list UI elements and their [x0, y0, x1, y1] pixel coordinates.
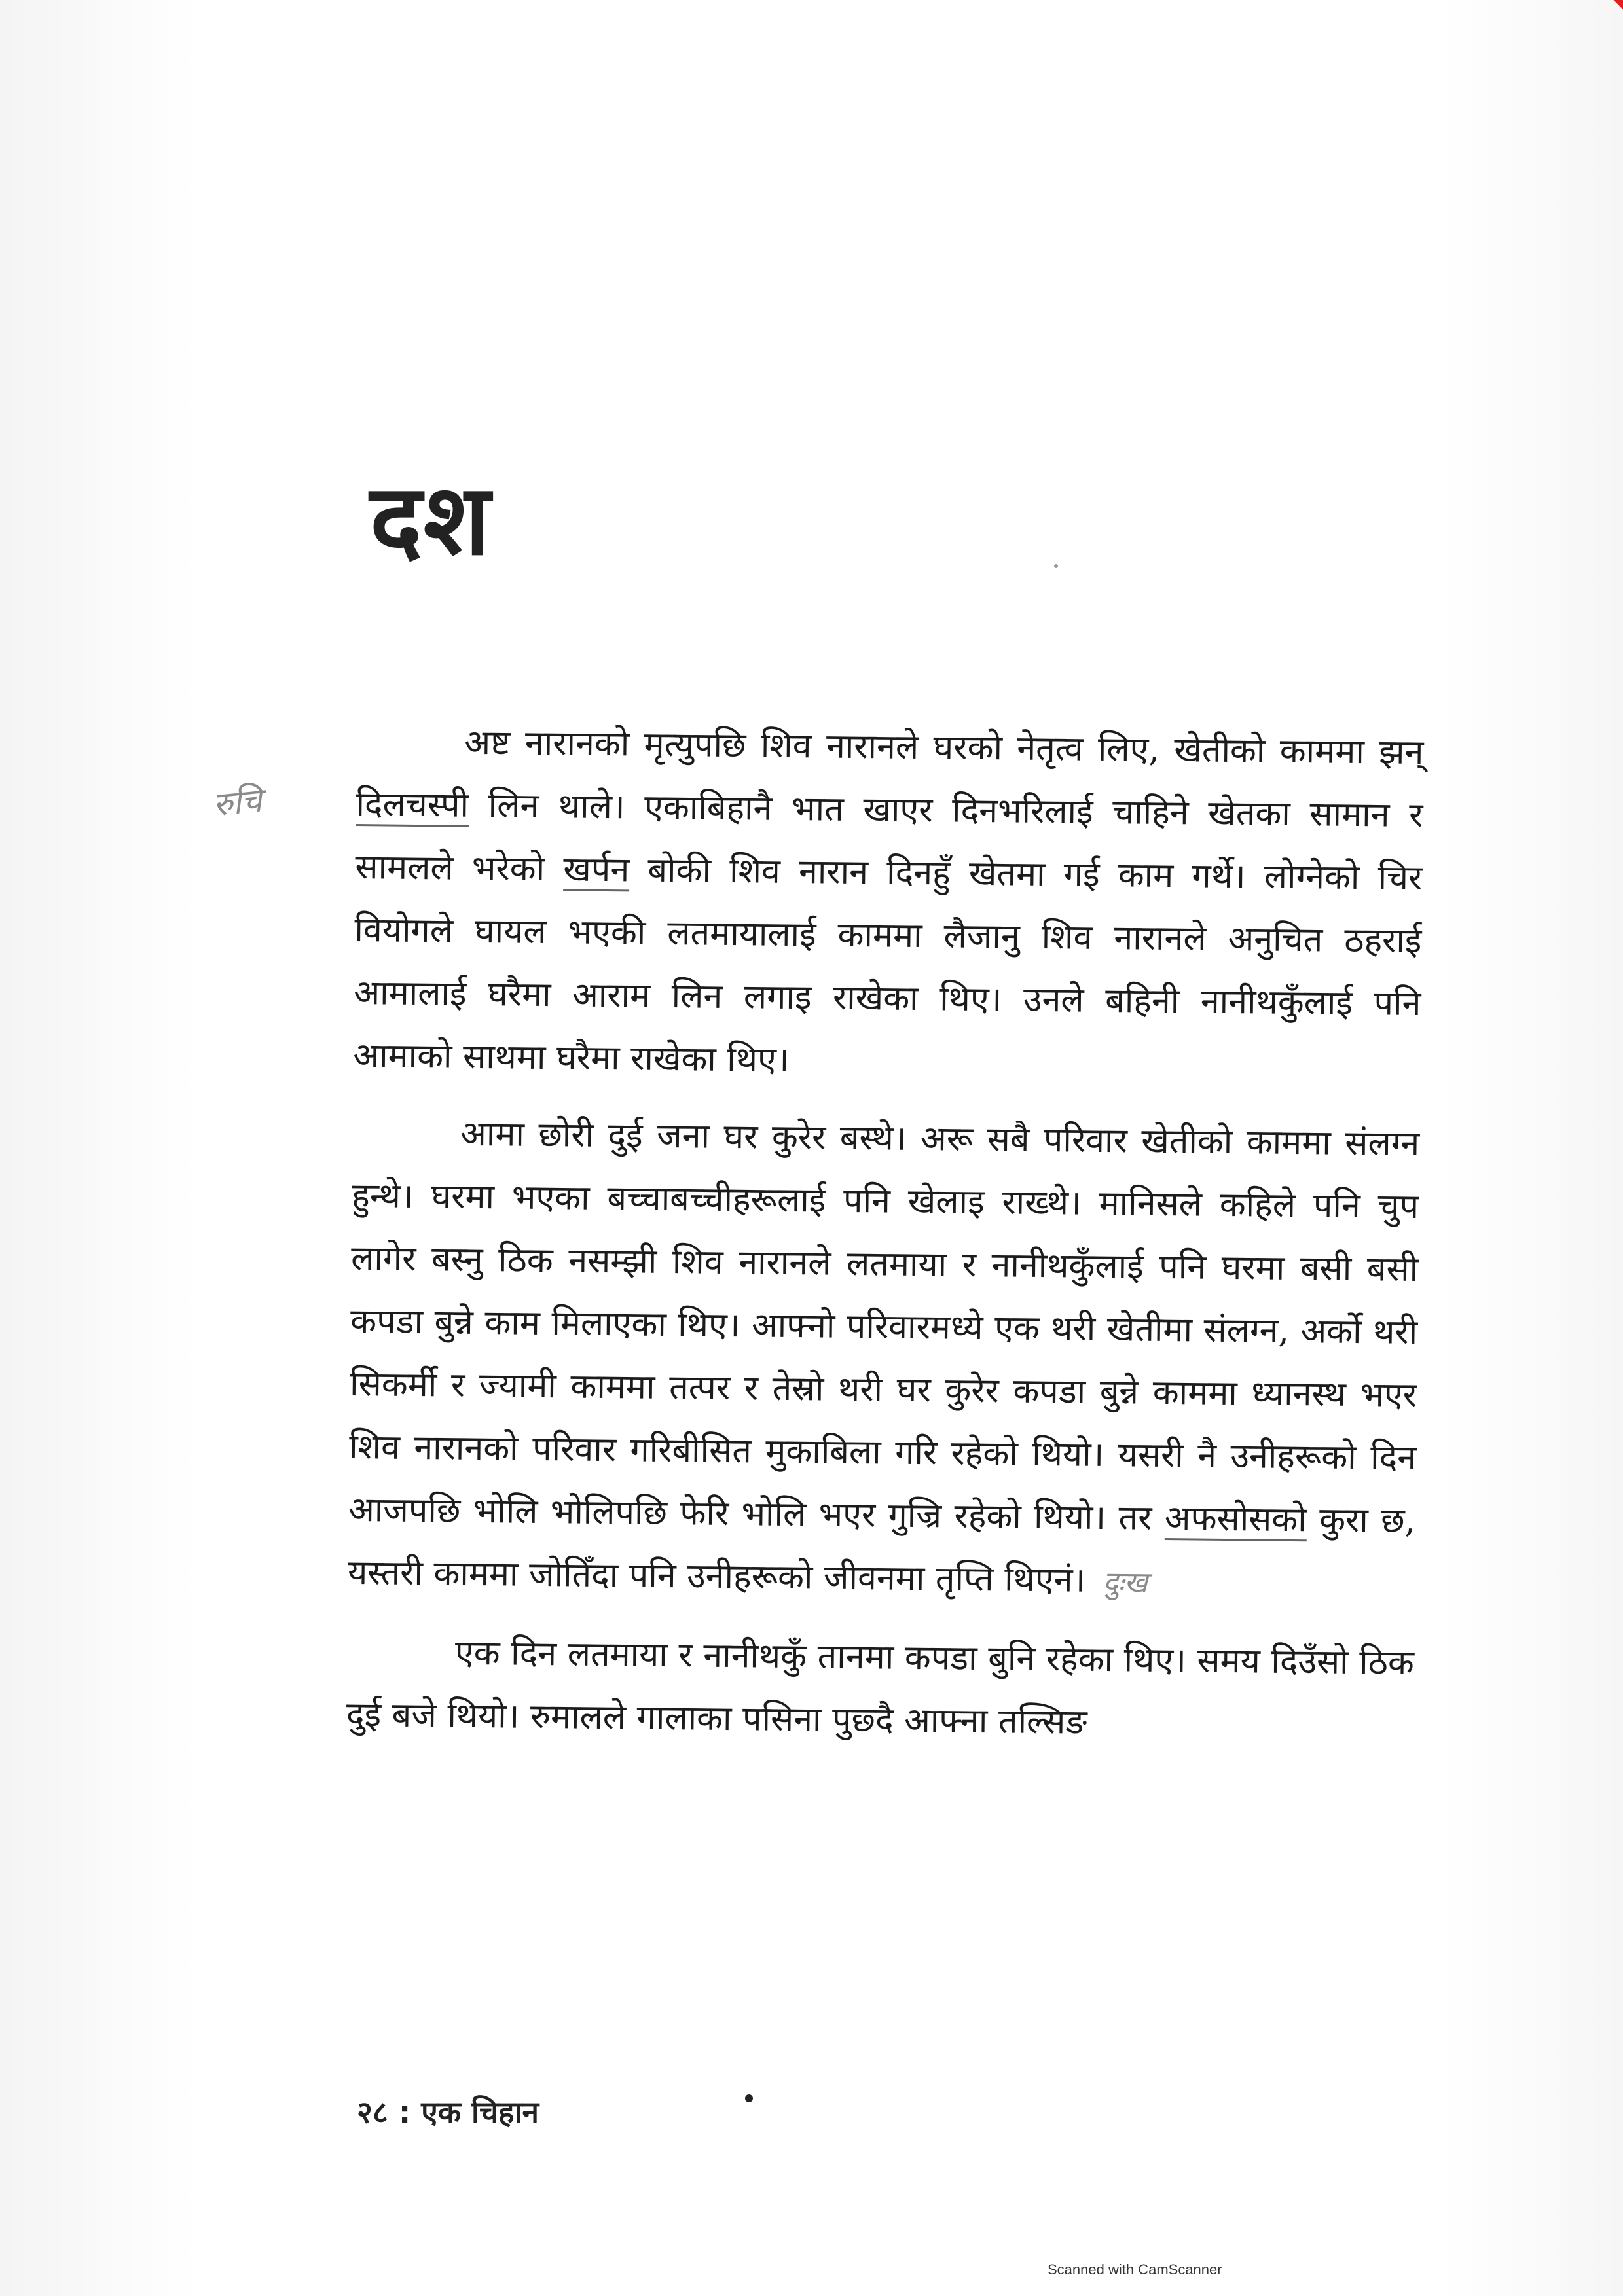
chapter-title: दश — [370, 463, 492, 577]
scanner-watermark: Scanned with CamScanner — [1048, 2261, 1222, 2278]
paragraph-2 — [348, 1102, 1420, 1617]
handwritten-margin-note: रुचि — [211, 781, 264, 824]
paragraph-3 — [346, 1621, 1414, 1757]
paragraph-1-text-after: बोकी शिव नारान दिनहुँ खेतमा गई काम गर्थे। लोग्नेको चिर वियोगले घायल भएकी लतमायालाई काममा लैजानु शिव नारानले अनुचित ठहराई आमालाई घरैमा आराम लिन लगाइ राखेका थिए। उनले बहिनी नानीथकुँलाई पनि आमाको साथमा घरैमा राखेका थिए। — [353, 850, 1423, 1080]
underlined-word-afsosko: अफसोसको — [1164, 1499, 1307, 1541]
stray-ink-dot — [745, 2094, 753, 2102]
paragraph-2-text-before: आमा छोरी दुई जना घर कुरेर बस्थे। अरू सबै परिवार खेतीको काममा संलग्न हुन्थे। घरमा भएका बच्चाबच्चीहरूलाई पनि खेलाइ राख्थे। मानिसले कहिले पनि चुप लागेर बस्नु ठिक नसम्झी शिव नारानले लतमाया र नानीथकुँलाई पनि घरमा बसी बसी कपडा बुन्ने काम मिलाएका थिए। आफ्नो परिवारमध्ये एक थरी खेतीमा संलग्न, अर्को थरी सिकर्मी र ज्यामी काममा तत्पर र तेस्रो थरी घर कुरेर कपडा बुन्ने काममा ध्यानस्थ भएर शिव नारानको परिवार गरिबीसित मुकाबिला गरि रहेको थियो। यसरी नै उनीहरूको दिन आजपछि भोलि भोलिपछि फेरि भोलि भएर गुज्रि रहेको थियो। तर — [348, 1114, 1420, 1538]
underlined-word-kharpan: खर्पन — [563, 850, 630, 891]
paragraph-1-text-middle: लिन थाले। एकाबिहानै भात खाएर दिनभरिलाई चाहिने खेतका सामान र सामलले भरेको — [355, 786, 1423, 889]
paragraph-2-text-after: कुरा छ, यस्तरी काममा जोतिँदा पनि उनीहरूको जीवनमा तृप्ति थिएनं। — [347, 1500, 1416, 1600]
stray-ink-dot-small — [1054, 564, 1058, 568]
underlined-word-dilchaspi: दिलचस्पी — [356, 785, 469, 827]
page-footer: २८ : एक चिहान — [357, 2094, 539, 2130]
handwritten-inline-note: दुःख — [1103, 1566, 1148, 1600]
scan-shadow-right — [1440, 0, 1623, 2296]
scan-shadow-left — [0, 0, 196, 2296]
book-page — [346, 0, 1431, 2296]
chapter-body — [346, 710, 1424, 1772]
paragraph-1 — [353, 710, 1424, 1098]
paragraph-1-text-before: अष्ट नारानको मृत्युपछि शिव नारानले घरको नेतृत्व लिए, खेतीको काममा झन् — [464, 723, 1424, 773]
paragraph-3-text: एक दिन लतमाया र नानीथकुँ तानमा कपडा बुनि रहेका थिए। समय दिउँसो ठिक दुई बजे थियो। रुमालले गालाका पसिना पुछ्दै आफ्ना तल्सिङ — [346, 1633, 1415, 1742]
